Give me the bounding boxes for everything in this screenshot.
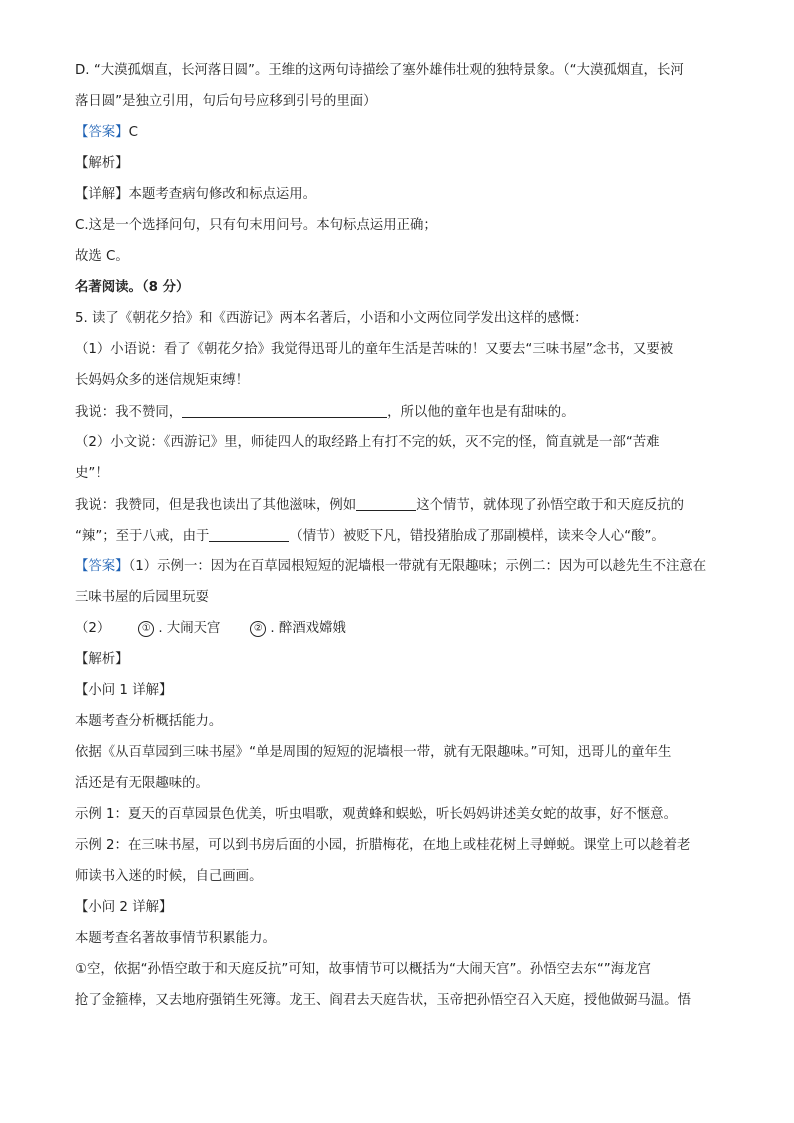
subquestion-1-line-1: 本题考查分析概括能力。: [75, 714, 223, 729]
question-5-part1-line2: 长妈妈众多的迷信规矩束缚！: [75, 373, 250, 388]
example-1-line: 示例 1：夏天的百草园景色优美，听虫唱歌，观黄蜂和蜈蚣，听长妈妈讲述美女蛇的故事，好不惬意。: [75, 807, 677, 822]
section-heading: 名著阅读。（8 分）: [75, 280, 190, 295]
response-text-b: ，所以他的童年也是有甜味的。: [387, 405, 575, 420]
analysis-5-heading: 【解析】: [75, 652, 129, 667]
analysis-heading: 【解析】: [75, 156, 129, 171]
answer-tag: 【答案】: [75, 125, 129, 140]
option-d-line-1: D. “大漠孤烟直，长河落日圆”。王维的这两句诗描绘了塞外雄伟壮观的独特景象。（“大漠孤烟直，长河: [75, 63, 684, 78]
response2-text-a: 我说：我赞同，但是我也读出了其他滋味，例如: [75, 498, 357, 513]
option-d-line-2: 落日圆”是独立引用，句后句号应移到引号的里面）: [75, 94, 377, 109]
circled-number-2: ②: [250, 621, 266, 637]
answer-5-part2-item1: . 大闹天宫: [158, 621, 221, 636]
answer-text: C: [128, 125, 138, 140]
response3-text-a: “辣”；至于八戒，由于: [75, 529, 210, 544]
subquestion-2-line-1: 本题考查名著故事情节积累能力。: [75, 931, 276, 946]
response3-text-b: （情节）被贬下凡，错投猪胎成了那副模样，读来令人心“酸”。: [289, 529, 665, 544]
subquestion-1-heading: 【小问 1 详解】: [75, 683, 173, 698]
subquestion-1-line-2: 依据《从百草园到三味书屋》“单是周围的短短的泥墙根一带，就有无限趣味。”可知，迅哥儿的童年生: [75, 745, 672, 760]
answer-5-text: （1）示例一：因为在百草园根短短的泥墙根一带就有无限趣味；示例二：因为可以趁先生不注意在: [128, 559, 707, 574]
answer-5-part2: [75, 620, 725, 651]
question-5-part2-line1: （2）小文说：《西游记》里，师徒四人的取经路上有打不完的妖，灭不完的怪，简直就是一部“苦难: [75, 435, 660, 450]
response2-text-b: 这个情节，就体现了孙悟空敢于和天庭反抗的: [416, 498, 685, 513]
circled-number-1: ①: [138, 621, 154, 637]
answer-5-line-1: [75, 558, 725, 589]
question-5-intro: 5. 读了《朝花夕拾》和《西游记》两本名著后，小语和小文两位同学发出这样的感慨：: [75, 311, 588, 326]
subquestion-2-heading: 【小问 2 详解】: [75, 900, 173, 915]
document-page: [75, 62, 725, 1023]
question-5-part1-response: [75, 403, 725, 434]
detail-c-line: C.这是一个选择问句，只有句末用问号。本句标点运用正确；: [75, 218, 437, 233]
answer-5-part2-item2: . 醉酒戏嫦娥: [270, 621, 346, 636]
response-text-a: 我说：我不赞同，: [75, 405, 183, 420]
answer-line: [75, 124, 725, 155]
answer-5-line-2: 三味书屋的后园里玩耍: [75, 590, 209, 605]
fill-blank-1: [182, 403, 387, 418]
fill-blank-2: [356, 496, 416, 511]
example-2-line-2: 师读书入迷的时候，自己画画。: [75, 869, 263, 884]
question-5-part2-response-1: [75, 496, 725, 527]
subquestion-2-line-3: 抢了金箍棒，又去地府强销生死簿。龙王、阎君去天庭告状，玉帝把孙悟空召入天庭，授他做弼马温。悟: [75, 993, 691, 1008]
question-5-part2-line2: 史”！: [75, 466, 109, 481]
choose-line: 故选 C。: [75, 249, 129, 264]
answer-5-tag: 【答案】: [75, 559, 129, 574]
subquestion-2-line-2: ①空，依据“孙悟空敢于和天庭反抗”可知，故事情节可以概括为“大闹天宫”。孙悟空去东“”海龙宫: [75, 962, 651, 977]
fill-blank-3: [209, 527, 289, 542]
question-5-part1-line1: （1）小语说：看了《朝花夕拾》我觉得迅哥儿的童年生活是苦味的！又要去“三味书屋”念书，又要被: [75, 342, 674, 357]
answer-5-part2-label: （2）: [75, 621, 111, 636]
detail-line: 【详解】本题考查病句修改和标点运用。: [75, 187, 317, 202]
subquestion-1-line-3: 活还是有无限趣味的。: [75, 776, 209, 791]
question-5-part2-response-2: [75, 527, 725, 558]
example-2-line-1: 示例 2：在三味书屋，可以到书房后面的小园，折腊梅花，在地上或桂花树上寻蝉蜕。课堂上可以趁着老: [75, 838, 691, 853]
